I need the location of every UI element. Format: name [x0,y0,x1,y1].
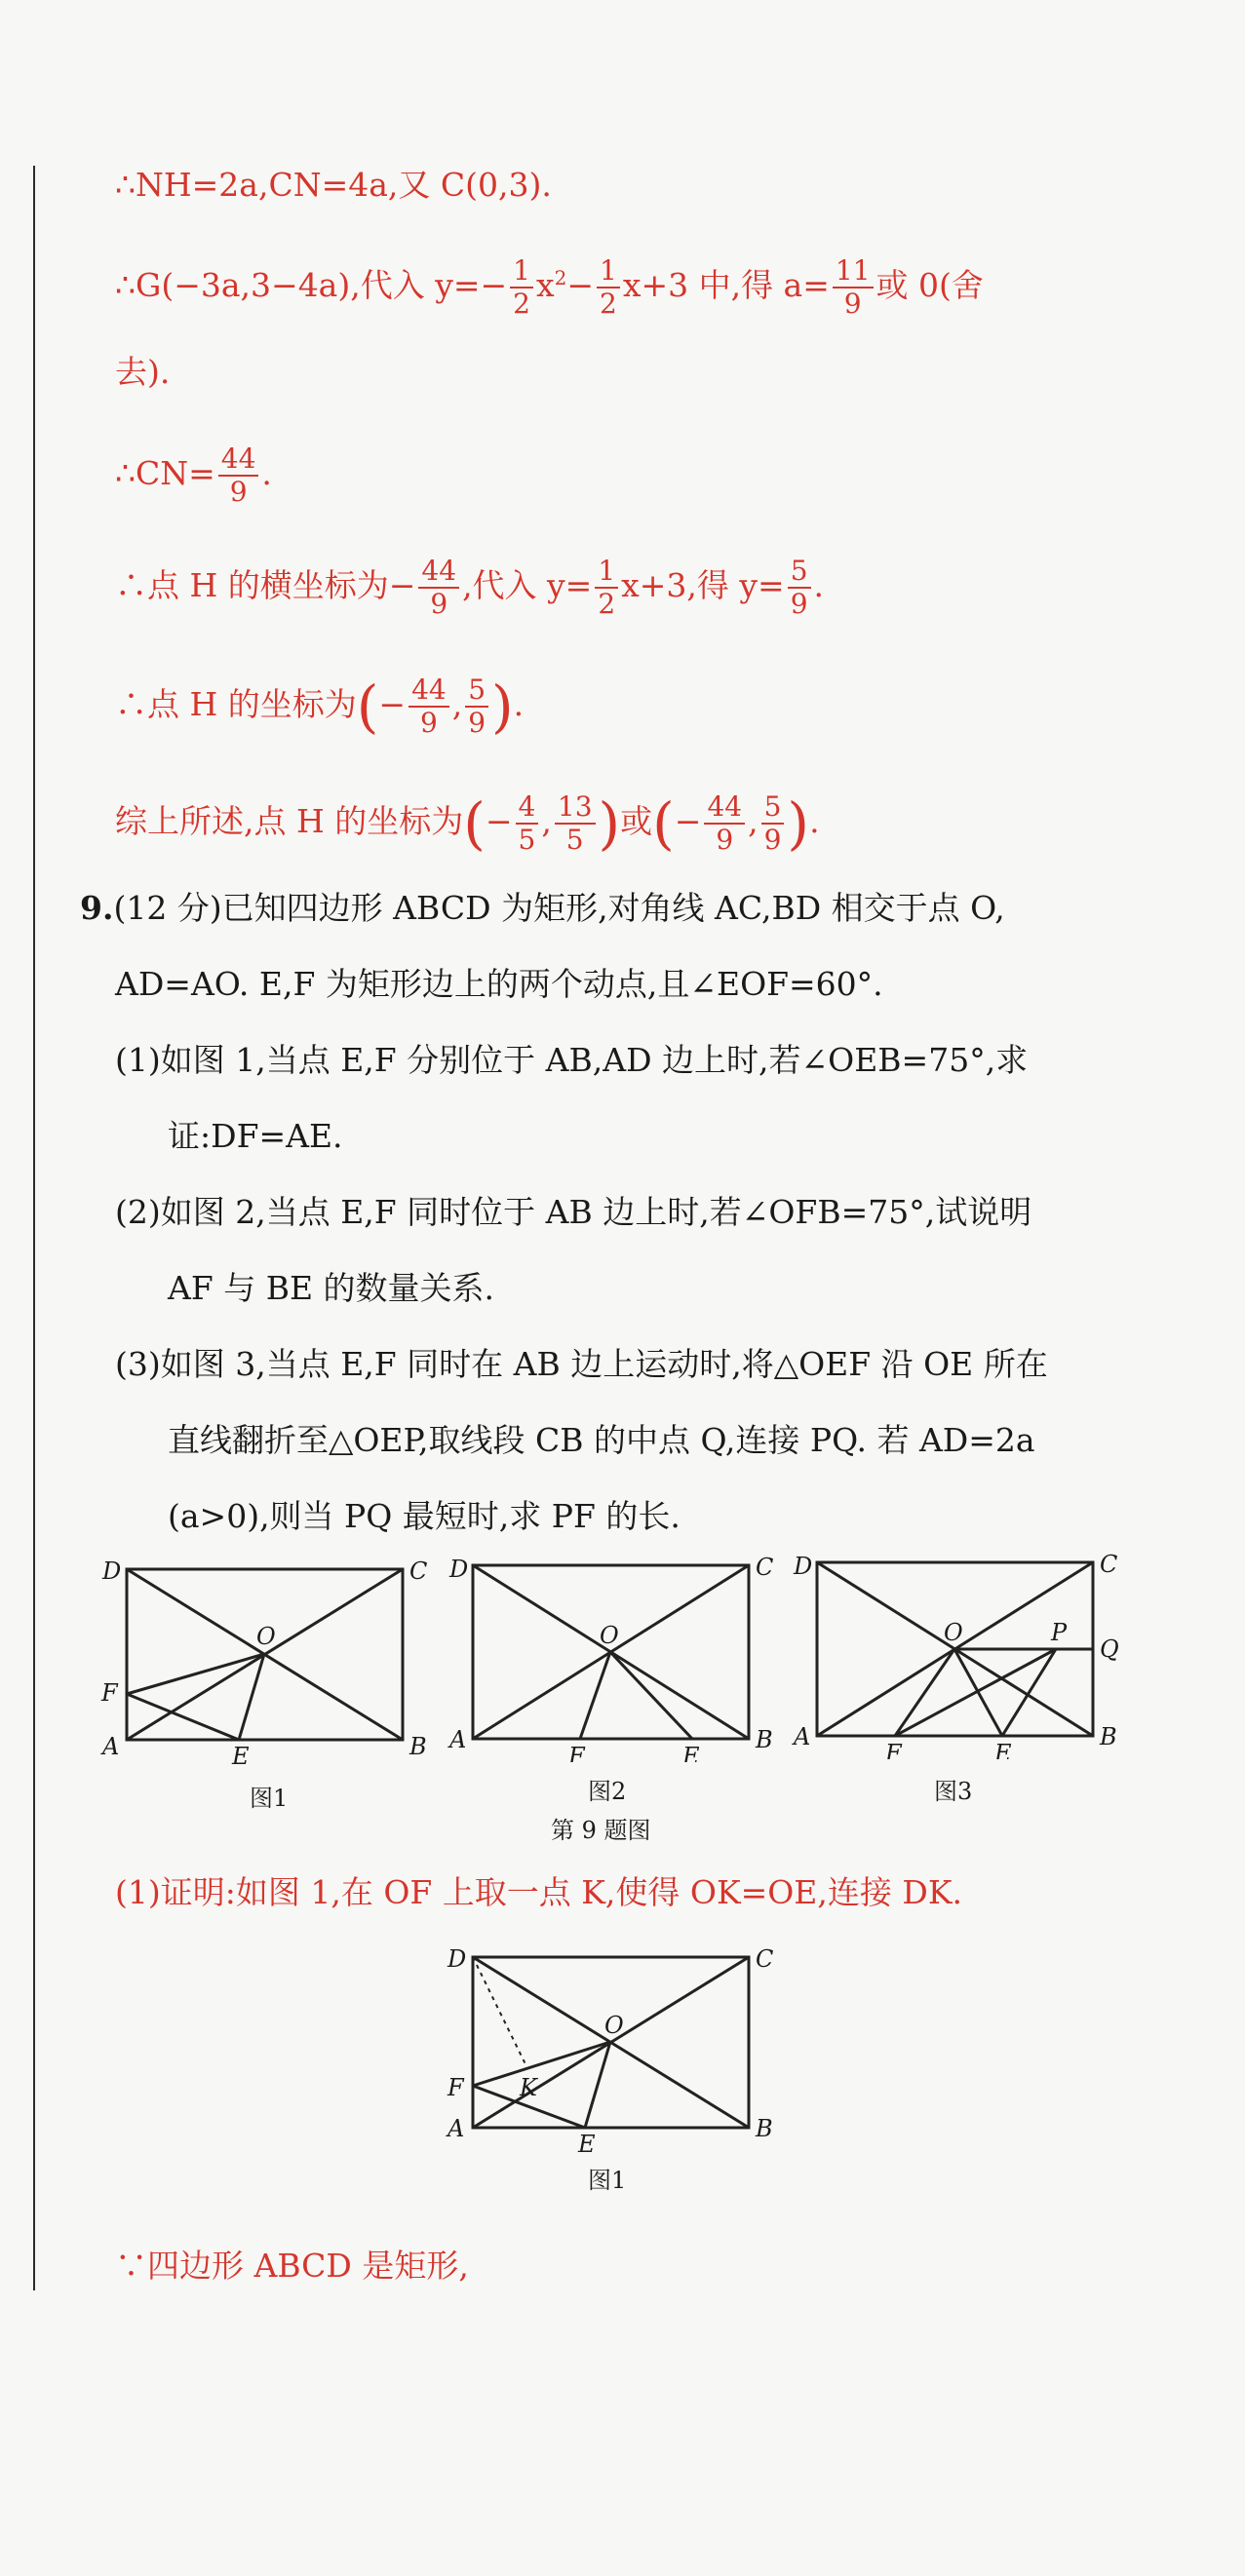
figure-1 [97,1555,439,1773]
vertex-label: E [578,2131,596,2154]
vertex-label: O [256,1623,276,1650]
vertex-label: F [447,2074,464,2101]
vertex-label: F [568,1743,585,1762]
figure-3-caption: 图3 [934,1778,973,1805]
problem-part-2: (2)如图 2,当点 E,F 同时位于 AB 边上时,若∠OFB=75°,试说明 [115,1193,1032,1231]
solution-line-6: ∴点 H 的坐标为(− $\frac{44}{9}$ , $\frac{5}{9}$ ). [115,673,525,740]
solution-line-3: 去). [115,353,171,391]
figure-proof [444,1940,785,2158]
vertex-label: F [101,1679,118,1707]
fraction: $\frac{1}{2}$ [595,556,618,620]
vertex-label: E [232,1743,250,1769]
fraction: $\frac{5}{9}$ [761,791,785,856]
fraction: $\frac{44}{9}$ [218,443,259,508]
fraction: $\frac{44}{9}$ [704,791,745,856]
vertex-label: A [449,1726,467,1753]
vertex-label: D [102,1557,122,1585]
vertex-label: K [520,2074,537,2101]
solution-line-2: ∴G(−3a,3−4a),代入 y=− $\frac{1}{2}$ $x^2-$ $\frac{1}{2}$ x+3 中,得 a= $\frac{11}{9}$ 或 0(舍 [115,254,984,320]
fraction: $\frac{5}{9}$ [465,674,488,739]
vertex-label: D [449,1556,469,1583]
vertex-label: B [756,1726,773,1753]
vertex-label: E [682,1743,700,1762]
fraction: $\frac{1}{2}$ [510,255,533,320]
fraction: $\frac{11}{9}$ [833,255,874,320]
vertex-label: C [1100,1551,1118,1578]
solution-line-4: ∴CN= $\frac{44}{9}$ . [115,442,272,508]
fraction: $\frac{1}{2}$ [597,255,620,320]
proof-line-1: (1)证明:如图 1,在 OF 上取一点 K,使得 OK=OE,连接 DK. [115,1873,962,1911]
vertex-label: Q [1100,1635,1119,1663]
fraction: $\frac{44}{9}$ [418,556,459,620]
vertex-label: B [409,1733,427,1760]
problem-part-1: (1)如图 1,当点 E,F 分别位于 AB,AD 边上时,若∠OEB=75°,求 [115,1041,1029,1079]
figure-2-caption: 图2 [588,1778,627,1805]
margin-line [33,166,35,2290]
vertex-label: C [756,1945,774,1973]
figure-proof-caption: 图1 [588,2167,627,2194]
proof-line-2: ∵四边形 ABCD 是矩形, [115,2247,469,2285]
vertex-label: E [994,1740,1012,1759]
problem-part-3: (3)如图 3,当点 E,F 同时在 AB 边上运动时,将△OEF 沿 OE 所在 [115,1345,1048,1383]
figure-group-caption: 第 9 题图 [551,1817,651,1844]
problem-line-1: 9.(12 分)已知四边形 ABCD 为矩形,对角线 AC,BD 相交于点 O, [80,889,1005,927]
vertex-label: O [944,1619,963,1646]
solution-line-5: ∴点 H 的横坐标为− $\frac{44}{9}$ ,代入 y= $\frac{1}{2}$ x+3,得 y= $\frac{5}{9}$ . [115,555,825,620]
vertex-label: A [447,2115,465,2142]
problem-part-2-cont: AF 与 BE 的数量关系. [168,1269,495,1307]
problem-line-2: AD=AO. E,F 为矩形边上的两个动点,且∠EOF=60°. [115,965,883,1003]
fraction: $\frac{5}{9}$ [788,556,811,620]
fraction: $\frac{13}{5}$ [555,791,596,856]
solution-line-1: ∴NH=2a,CN=4a,又 C(0,3). [115,166,552,204]
vertex-label: C [756,1554,774,1581]
problem-part-3-cont: 直线翻折至△OEP,取线段 CB 的中点 Q,连接 PQ. 若 AD=2a [168,1421,1035,1459]
vertex-label: C [409,1557,428,1585]
solution-summary: 综上所述,点 H 的坐标为(− $\frac{4}{5}$ , $\frac{13}{5}$ )或(− $\frac{44}{9}$ , $\frac{5}{9}$ ). [115,790,820,857]
figure-2 [444,1548,785,1766]
figure-1-caption: 图1 [250,1785,289,1812]
vertex-label: O [604,2012,624,2039]
vertex-label: B [1100,1723,1117,1750]
fraction: $\frac{44}{9}$ [409,674,449,739]
problem-part-1-cont: 证:DF=AE. [168,1117,343,1155]
vertex-label: A [794,1723,811,1750]
vertex-label: D [447,1945,467,1973]
vertex-label: B [756,2115,773,2142]
vertex-label: A [102,1733,120,1760]
vertex-label: O [600,1622,619,1649]
vertex-label: P [1051,1619,1068,1646]
problem-part-3-cont-2: (a>0),则当 PQ 最短时,求 PF 的长. [168,1497,681,1535]
vertex-label: D [794,1553,813,1580]
figure-3 [788,1545,1139,1763]
vertex-label: F [885,1740,902,1759]
fraction: $\frac{4}{5}$ [516,791,539,856]
